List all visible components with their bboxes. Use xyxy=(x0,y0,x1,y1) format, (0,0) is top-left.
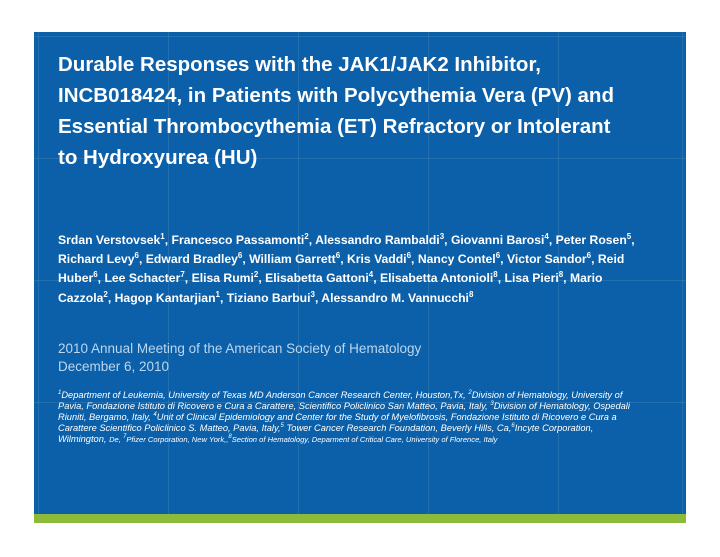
affiliation-number: 2 xyxy=(468,389,472,396)
meeting-info xyxy=(58,340,618,376)
author-name: Peter Rosen xyxy=(555,233,627,247)
author-separator: , xyxy=(97,271,105,286)
author-name: Nancy Contel xyxy=(417,252,496,267)
affiliation-text: Division of Hematology, University of Pavia, Fondazione Istituto di Ricovero e Cura a Carattere, Scientifico Policlinico San Matteo, Pavia, Italy, xyxy=(58,390,623,411)
affiliation-number: 8 xyxy=(228,433,232,440)
author-affiliation-number: 2 xyxy=(253,270,259,280)
author-affiliation-number: 5 xyxy=(626,231,632,241)
affiliation-text: Division of Hematology, Ospedali Riuniti, Bergamo, Italy, xyxy=(58,401,630,422)
author-affiliation-number: 6 xyxy=(335,251,341,261)
author-name: Giovanni Barosi xyxy=(450,233,545,247)
author-affiliation-number: 8 xyxy=(493,270,498,280)
author-name: Alessandro Rambaldi xyxy=(315,233,440,247)
author-name: Edward Bradley xyxy=(145,252,238,267)
author-affiliation-number: 4 xyxy=(544,231,549,241)
author-separator: , xyxy=(563,271,570,286)
affiliation-text: Pfizer Corporation, New York,, xyxy=(126,435,229,444)
affiliation-text: Department of Leukemia, University of Texas MD Anderson Cancer Research Center, Houston,Tx, xyxy=(61,390,469,400)
author-name: Mario Cazzola xyxy=(58,271,603,305)
author-separator: , xyxy=(107,290,115,305)
author-affiliation-number: 6 xyxy=(93,270,98,280)
author-name: Lisa Pieri xyxy=(504,271,559,286)
author-separator: , xyxy=(314,290,322,305)
author-separator: , xyxy=(548,233,556,247)
affiliation-text: Section of Hematology, Deparment of Critical Care, University of Florence, Italy xyxy=(231,435,498,444)
author-separator: , xyxy=(373,271,380,286)
affiliation-number: 4 xyxy=(153,411,157,418)
author-separator: , xyxy=(258,271,266,286)
author-separator: , xyxy=(139,252,146,267)
affiliations xyxy=(58,390,633,445)
author-name: Tiziano Barbui xyxy=(226,290,311,305)
accent-bar xyxy=(34,514,686,523)
author-separator: , xyxy=(184,271,192,286)
meeting-name: 2010 Annual Meeting of the American Society of Hematology xyxy=(58,341,422,356)
author-separator: , xyxy=(444,233,451,247)
author-name: Victor Sandor xyxy=(506,252,587,267)
affiliation-number: 5 xyxy=(280,422,284,429)
author-affiliation-number: 6 xyxy=(495,251,501,261)
author-separator: , xyxy=(164,233,172,247)
affiliation-text: De, xyxy=(109,435,124,444)
author-affiliation-number: 6 xyxy=(586,251,592,261)
affiliation-number: 3 xyxy=(490,400,494,407)
author-affiliation-number: 8 xyxy=(558,270,564,280)
affiliation-text: Tower Cancer Research Foundation, Beverly Hills, Ca, xyxy=(283,423,512,433)
author-name: Reid Huber xyxy=(58,252,625,286)
author-list xyxy=(58,231,638,308)
author-affiliation-number: 7 xyxy=(180,270,185,280)
author-affiliation-number: 4 xyxy=(368,270,374,280)
author-separator: , xyxy=(591,252,598,267)
author-affiliation-number: 8 xyxy=(468,289,474,299)
author-separator: , xyxy=(340,252,347,267)
affiliation-number: 7 xyxy=(123,433,127,440)
affiliation-text: Incyte Corporation, Wilmington, xyxy=(58,423,594,444)
author-name: Elisabetta Gattoni xyxy=(265,271,369,286)
author-separator: , xyxy=(219,290,227,305)
author-name: Francesco Passamonti xyxy=(171,233,305,247)
affiliation-number: 1 xyxy=(58,389,62,396)
author-affiliation-number: 6 xyxy=(134,251,139,261)
author-name: Srdan Verstovsek xyxy=(58,233,161,247)
affiliation-text: Unit of Clinical Epidemiology and Center for the Study of Myelofibrosis, Fondazione Istituto di Ricovero e Cura a Carattere Scientifico Policlinico S. Matteo, Pavia, Italy, xyxy=(58,412,617,433)
author-separator: , xyxy=(411,252,418,267)
author-name: Richard Levy xyxy=(58,252,135,267)
slide-title: Durable Responses with the JAK1/JAK2 Inhibitor, INCB018424, in Patients with Polycythemia Vera (PV) and Essential Thrombocythemia (ET) Refractory or Intolerant to Hydroxyurea (HU) xyxy=(58,53,614,169)
author-affiliation-number: 6 xyxy=(237,251,243,261)
author-affiliation-number: 3 xyxy=(310,289,315,299)
author-separator: , xyxy=(497,271,505,286)
author-name: Kris Vaddi xyxy=(346,252,407,267)
author-affiliation-number: 1 xyxy=(160,231,165,241)
author-name: Alessandro M. Vannucchi xyxy=(321,290,469,305)
meeting-date: December 6, 2010 xyxy=(58,359,170,374)
author-separator: , xyxy=(631,233,635,247)
author-affiliation-number: 6 xyxy=(406,251,412,261)
author-name: Elisabetta Antonioli xyxy=(379,271,494,286)
author-name: Hagop Kantarjian xyxy=(114,290,216,305)
author-affiliation-number: 2 xyxy=(304,231,309,241)
author-name: Lee Schacter xyxy=(104,271,181,286)
author-name: Elisa Rumi xyxy=(191,271,254,286)
author-affiliation-number: 2 xyxy=(103,289,108,299)
author-separator: , xyxy=(500,252,507,267)
author-separator: , xyxy=(242,252,250,267)
author-name: William Garrett xyxy=(249,252,336,267)
author-affiliation-number: 1 xyxy=(215,289,220,299)
author-separator: , xyxy=(308,233,316,247)
affiliation-number: 6 xyxy=(511,422,515,429)
author-affiliation-number: 3 xyxy=(439,231,445,241)
